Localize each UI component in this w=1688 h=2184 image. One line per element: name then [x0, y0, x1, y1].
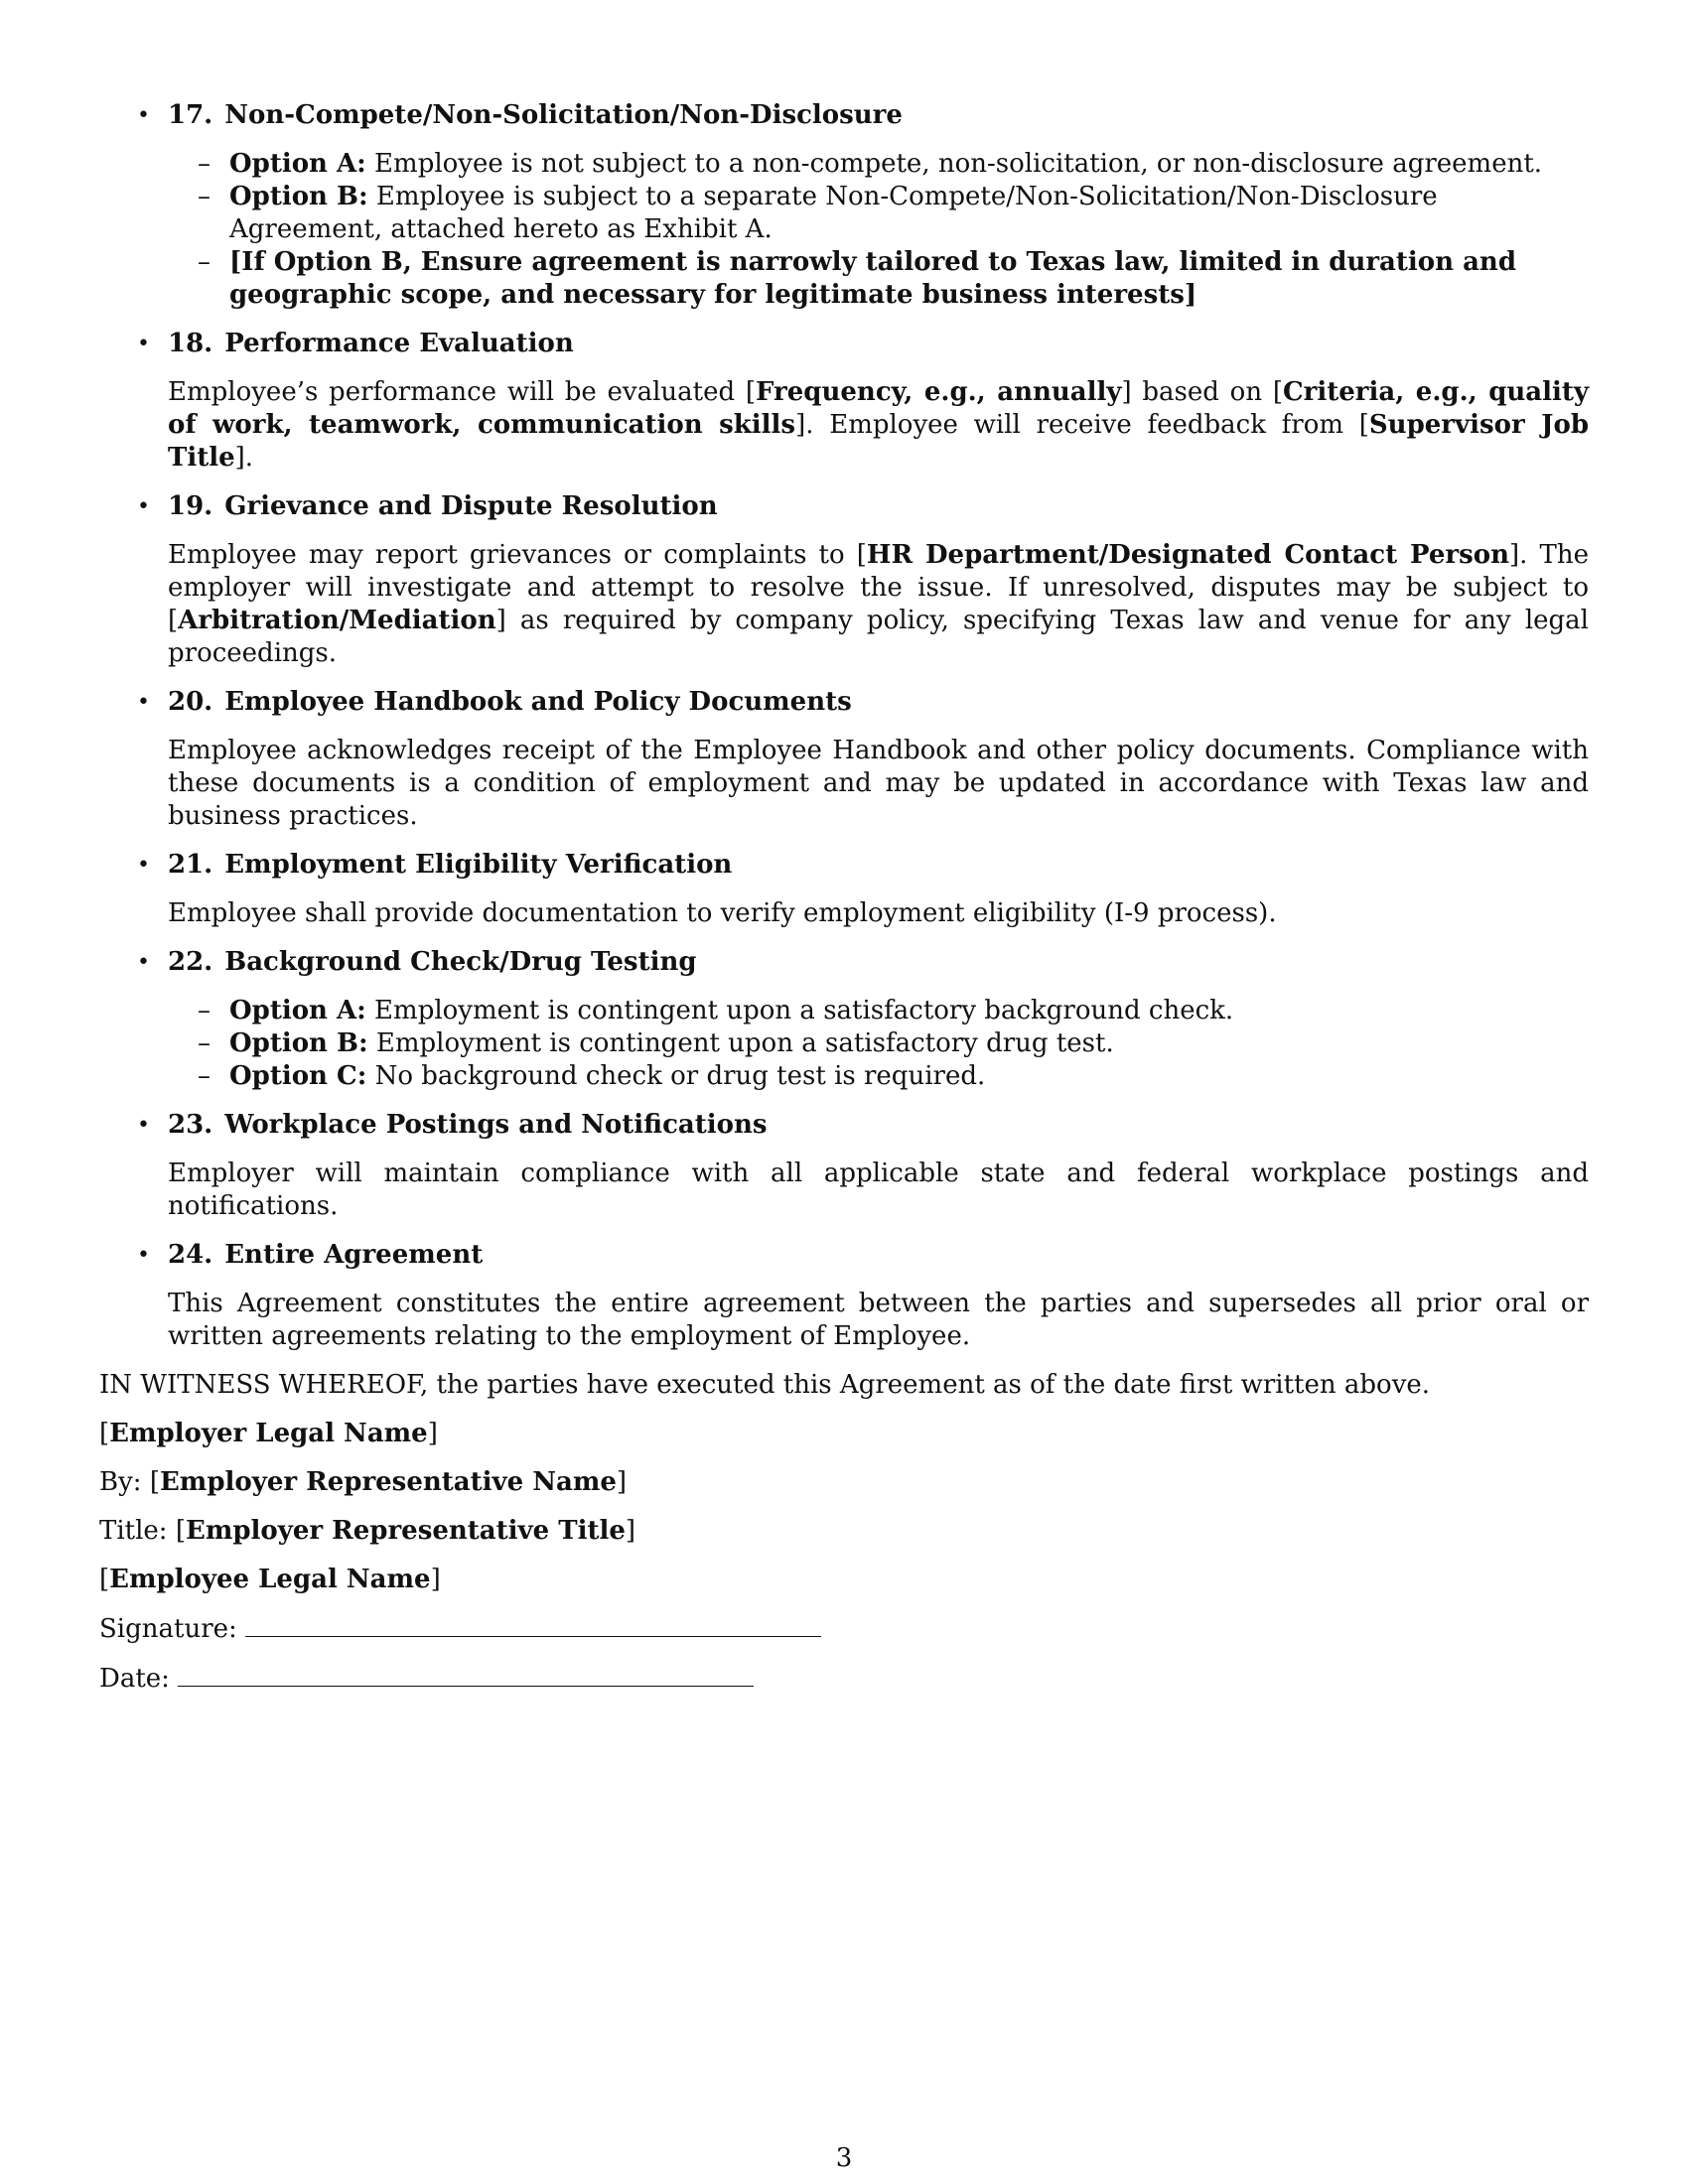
employer-name-line: [99, 1418, 1589, 1450]
option-item: [168, 995, 1589, 1027]
option-note: [If Option B, Ensure agreement is narrowly tailored to Texas law, limited in duration and geographic scope, and necessary for legitimate business interests]: [229, 247, 1517, 310]
section-heading: [168, 490, 1589, 523]
section-number: 23.: [168, 1110, 213, 1140]
dash: –: [198, 996, 211, 1025]
section-body: Employee shall provide documentation to verify employment eligibility (I-9 process).: [168, 898, 1277, 928]
bullet: •: [137, 950, 150, 975]
section-body: Employer will maintain compliance with all applicable state and federal workplace postings and notifications.: [168, 1159, 1589, 1221]
placeholder-hr-contact: HR Department/Designated Contact Person: [866, 540, 1509, 570]
section-20: [99, 686, 1589, 833]
bracket: [: [99, 1565, 110, 1594]
section-title: Non-Compete/Non-Solicitation/Non-Disclosure: [224, 100, 903, 130]
section-title: Entire Agreement: [224, 1240, 484, 1270]
section-heading: [168, 849, 1589, 882]
placeholder-frequency: Frequency, e.g., annually: [756, 377, 1122, 407]
option-item: [168, 1060, 1589, 1093]
section-body: Employee acknowledges receipt of the Employee Handbook and other policy documents. Compliance with these documents is a condition of employment and may be updated in accordance with Texas law and business practices.: [168, 736, 1589, 831]
section-title: Workplace Postings and Notifications: [224, 1110, 768, 1140]
bullet: •: [137, 853, 150, 878]
dash: –: [198, 247, 211, 277]
placeholder-supervisor: Supervisor Job Title: [168, 410, 1590, 473]
section-21: [99, 849, 1589, 930]
option-list: [168, 148, 1589, 312]
bullet: •: [137, 1243, 150, 1268]
option-item: [168, 181, 1589, 246]
body-text: ] as required by company policy, specifying Texas law and venue for any legal proceedings.: [168, 606, 1589, 668]
body-text: ]. Employee will receive feedback from [: [795, 410, 1369, 440]
section-body: This Agreement constitutes the entire agreement between the parties and supersedes all prior oral or written agreements relating to the employment of Employee.: [168, 1289, 1589, 1351]
body-text: Employee’s performance will be evaluated [: [168, 377, 757, 407]
option-text: Employment is contingent upon a satisfactory background check.: [365, 996, 1234, 1025]
date-blank[interactable]: [178, 1662, 754, 1687]
section-number: 24.: [168, 1240, 213, 1270]
section-number: 21.: [168, 850, 213, 880]
body-text: ].: [234, 443, 254, 473]
dash: –: [198, 182, 211, 211]
section-heading: [168, 946, 1589, 979]
option-label: Option A:: [229, 149, 366, 179]
bracket: [: [149, 1467, 160, 1497]
by-line: [99, 1466, 1589, 1499]
bullet: •: [137, 1113, 150, 1138]
date-line: [99, 1662, 1589, 1696]
section-title: Performance Evaluation: [224, 329, 574, 358]
placeholder-criteria: Criteria, e.g., quality of work, teamwork, communication skills: [168, 377, 1589, 440]
section-heading: [168, 686, 1589, 719]
option-text: Employment is contingent upon a satisfactory drug test.: [367, 1028, 1114, 1058]
bullet: •: [137, 494, 150, 519]
section-24: [99, 1239, 1589, 1353]
section-list: [99, 99, 1589, 1353]
section-17: [99, 99, 1589, 312]
dash: –: [198, 1028, 211, 1058]
page-number: 3: [835, 2143, 853, 2173]
bracket: [: [175, 1516, 186, 1546]
option-item: [168, 1027, 1589, 1060]
employee-name: Employee Legal Name: [109, 1565, 431, 1594]
option-text: Employee is subject to a separate Non-Compete/Non-Solicitation/Non-Disclosure Agreement, attached hereto as Exhibit A.: [229, 182, 1438, 244]
employer-name: Employer Legal Name: [109, 1419, 428, 1448]
section-number: 20.: [168, 687, 213, 717]
signature-block: [99, 1369, 1589, 1696]
section-19: [99, 490, 1589, 670]
option-label: Option B:: [229, 182, 368, 211]
bracket: ]: [430, 1565, 441, 1594]
title-line: [99, 1515, 1589, 1548]
option-label: Option B:: [229, 1028, 368, 1058]
bracket: ]: [616, 1467, 628, 1497]
option-item: [168, 148, 1589, 181]
section-23: [99, 1109, 1589, 1223]
section-heading: [168, 1239, 1589, 1272]
section-title: Employee Handbook and Policy Documents: [224, 687, 852, 717]
bullet: •: [137, 332, 150, 356]
title-label: Title:: [99, 1516, 168, 1546]
signature-label: Signature:: [99, 1614, 237, 1644]
employee-name-line: [99, 1564, 1589, 1596]
section-title: Grievance and Dispute Resolution: [224, 491, 718, 521]
bracket: ]: [427, 1419, 438, 1448]
option-label: Option C:: [229, 1061, 367, 1091]
witness-clause: IN WITNESS WHEREOF, the parties have executed this Agreement as of the date first written above.: [99, 1370, 1431, 1400]
body-text: ] based on [: [1121, 377, 1283, 407]
placeholder-arbitration: Arbitration/Mediation: [178, 606, 496, 635]
section-22: [99, 946, 1589, 1093]
section-number: 18.: [168, 329, 213, 358]
body-text: Employee may report grievances or complaints to [: [168, 540, 867, 570]
section-body: [168, 539, 1589, 670]
option-item: [168, 246, 1589, 312]
dash: –: [198, 149, 211, 179]
section-heading: [168, 99, 1589, 132]
by-label: By:: [99, 1467, 142, 1497]
signature-line: [99, 1612, 1589, 1646]
section-heading: [168, 1109, 1589, 1142]
section-number: 17.: [168, 100, 213, 130]
bracket: [: [99, 1419, 110, 1448]
section-title: Employment Eligibility Verification: [224, 850, 733, 880]
section-18: [99, 328, 1589, 475]
option-text: Employee is not subject to a non-compete, non-solicitation, or non-disclosure agreement.: [365, 149, 1543, 179]
option-label: Option A:: [229, 996, 366, 1025]
section-title: Background Check/Drug Testing: [224, 947, 697, 977]
date-label: Date:: [99, 1664, 170, 1694]
section-number: 19.: [168, 491, 213, 521]
document-page: [99, 99, 1589, 1711]
bracket: ]: [625, 1516, 636, 1546]
bullet: •: [137, 690, 150, 715]
dash: –: [198, 1061, 211, 1091]
representative-title: Employer Representative Title: [186, 1516, 626, 1546]
option-list: [168, 995, 1589, 1093]
section-number: 22.: [168, 947, 213, 977]
signature-blank[interactable]: [245, 1612, 821, 1637]
representative-name: Employer Representative Name: [159, 1467, 617, 1497]
bullet: •: [137, 103, 150, 128]
option-text: No background check or drug test is required.: [366, 1061, 986, 1091]
body-text: ]. The employer will investigate and attempt to resolve the issue. If unresolved, disputes may be subject to [: [168, 540, 1590, 635]
section-heading: [168, 328, 1589, 360]
section-body: [168, 376, 1589, 475]
